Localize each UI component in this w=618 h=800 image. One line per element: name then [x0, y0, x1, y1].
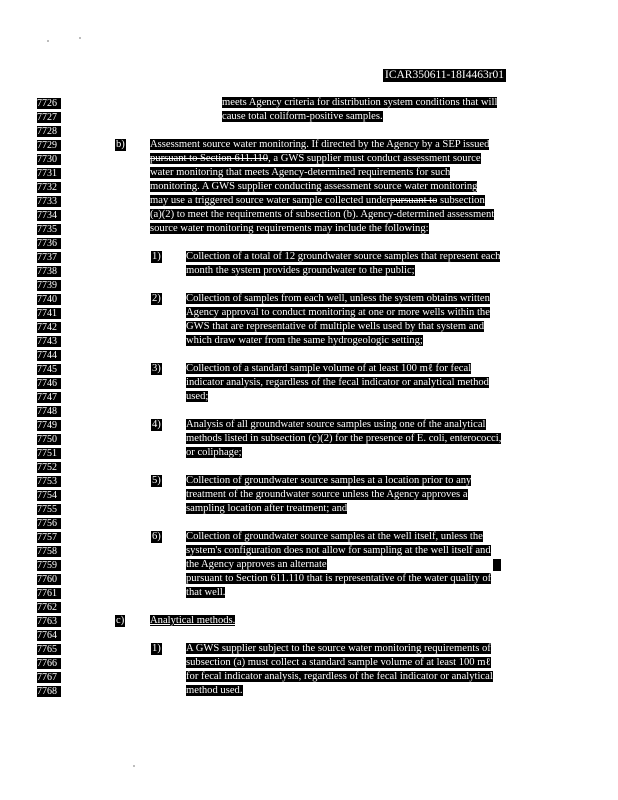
text-line	[186, 643, 491, 655]
text-run: (a)(2) to meet the requirements of subsection (b). Agency-determined assessment	[150, 209, 495, 220]
text-line	[186, 447, 242, 459]
text-line	[150, 139, 489, 151]
text-line	[150, 195, 485, 207]
text-run: Collection of groundwater source samples at the well itself, unless the	[186, 531, 483, 542]
line-number: 7756	[37, 518, 61, 529]
line-number: 7746	[37, 378, 61, 389]
text-run: treatment of the groundwater source unless the Agency approves a	[186, 489, 468, 500]
text-run: monitoring. A GWS supplier conducting assessment source water monitoring	[150, 181, 478, 192]
line-number: 7765	[37, 644, 61, 655]
line-number: 7745	[37, 364, 61, 375]
line-number: 7740	[37, 294, 61, 305]
item-label-b3: 3)	[152, 363, 161, 374]
line-number: 7750	[37, 434, 61, 445]
struck-text: pursuant to Section 611.110	[150, 153, 269, 164]
text-run: sampling location after treatment; and	[186, 503, 348, 514]
line-number: 7742	[37, 322, 61, 333]
line-number: 7734	[37, 210, 61, 221]
text-line	[186, 363, 471, 375]
line-number: 7738	[37, 266, 61, 277]
line-number: 7727	[37, 112, 61, 123]
redaction-gap	[327, 559, 493, 571]
line-number: 7733	[37, 196, 61, 207]
item-label-b1: 1)	[152, 251, 161, 262]
text-line	[186, 293, 490, 305]
text-line	[186, 671, 493, 683]
line-number: 7741	[37, 308, 61, 319]
text-line	[150, 153, 481, 165]
text-line	[186, 573, 491, 585]
text-line	[186, 503, 347, 515]
text-line	[186, 587, 225, 599]
text-line	[150, 167, 450, 179]
text-run: month the system provides groundwater to the public;	[186, 265, 415, 276]
line-number: 7743	[37, 336, 61, 347]
text-line	[186, 685, 243, 697]
line-number: 7761	[37, 588, 61, 599]
line-number: 7726	[37, 98, 61, 109]
line-number: 7758	[37, 546, 61, 557]
text-run: , a GWS supplier must conduct assessment source	[268, 153, 481, 164]
item-label-b6: 6)	[152, 531, 161, 542]
text-run: GWS that are representative of multiple wells used by that system and	[186, 321, 485, 332]
line-number: 7754	[37, 490, 61, 501]
text-line	[150, 223, 429, 235]
item-label-b4: 4)	[152, 419, 161, 430]
line-number: 7759	[37, 560, 61, 571]
text-run: Collection of a standard sample volume of at least 100 mℓ for fecal	[186, 363, 472, 374]
text-run: Collection of samples from each well, unless the system obtains written	[186, 293, 490, 304]
highlight-fragment	[493, 559, 501, 571]
text-line	[186, 489, 468, 501]
text-run: A GWS supplier subject to the source water monitoring requirements of	[186, 643, 491, 654]
line-number: 7762	[37, 602, 61, 613]
text-run: cause total coliform-positive samples.	[222, 111, 383, 122]
item-label-b2: 2)	[152, 293, 161, 304]
line-number: 7737	[37, 252, 61, 263]
text-line	[186, 335, 423, 347]
text-line	[186, 545, 491, 557]
line-number: 7751	[37, 448, 61, 459]
text-line	[150, 615, 235, 627]
line-number: 7749	[37, 420, 61, 431]
line-number: 7747	[37, 392, 61, 403]
text-run: Collection of a total of 12 groundwater source samples that represent each	[186, 251, 501, 262]
text-line	[186, 377, 489, 389]
text-run: Collection of groundwater source samples at a location prior to any	[186, 475, 472, 486]
text-run: system's configuration does not allow for sampling at the well itself and	[186, 545, 491, 556]
line-number: 7755	[37, 504, 61, 515]
text-run: which draw water from the same hydrogeologic setting;	[186, 335, 423, 346]
text-line	[150, 181, 477, 193]
item-label-b5: 5)	[152, 475, 161, 486]
line-number: 7752	[37, 462, 61, 473]
text-line	[186, 251, 500, 263]
line-number: 7730	[37, 154, 61, 165]
line-number: 7764	[37, 630, 61, 641]
line-number: 7736	[37, 238, 61, 249]
text-run: for fecal indicator analysis, regardless of the fecal indicator or analytical	[186, 671, 493, 682]
scan-speck	[79, 37, 81, 39]
text-line	[186, 531, 483, 543]
text-line	[186, 419, 486, 431]
text-line	[186, 391, 208, 403]
scan-speck	[47, 40, 49, 42]
subsection-label-b: b)	[116, 139, 125, 150]
line-number: 7766	[37, 658, 61, 669]
text-line	[150, 209, 494, 221]
line-number: 7735	[37, 224, 61, 235]
line-number: 7731	[37, 168, 61, 179]
text-line	[222, 97, 497, 109]
text-run: indicator analysis, regardless of the fecal indicator or analytical method	[186, 377, 489, 388]
text-run: used;	[186, 391, 209, 402]
item-label-c1: 1)	[152, 643, 161, 654]
line-number: 7729	[37, 140, 61, 151]
text-line	[186, 307, 490, 319]
text-run: methods listed in subsection (c)(2) for the presence of E. coli, enterococci,	[186, 433, 502, 444]
text-line	[186, 265, 415, 277]
text-run: the Agency approves an alternate	[186, 559, 327, 570]
line-number: 7768	[37, 686, 61, 697]
subsection-label-c: c)	[116, 615, 125, 626]
text-run: subsection (a) must collect a standard sample volume of at least 100 mℓ	[186, 657, 491, 668]
struck-text: pursuant to	[390, 195, 438, 206]
text-run: Analysis of all groundwater source samples using one of the analytical	[186, 419, 486, 430]
text-run: pursuant to Section 611.110 that is representative of the water quality of	[186, 573, 492, 584]
text-run: Assessment source water monitoring. If directed by the Agency by a SEP issued	[150, 139, 490, 150]
line-number: 7767	[37, 672, 61, 683]
line-number: 7728	[37, 126, 61, 137]
text-run: water monitoring that meets Agency-determined requirements for such	[150, 167, 451, 178]
text-run: subsection	[437, 195, 485, 206]
text-run: may use a triggered source water sample collected under	[150, 195, 391, 206]
scan-speck	[133, 765, 135, 767]
text-line	[186, 657, 491, 669]
line-number: 7763	[37, 616, 61, 627]
document-id-header: ICAR350611-18I4463r01	[385, 69, 505, 81]
line-number: 7732	[37, 182, 61, 193]
line-number: 7760	[37, 574, 61, 585]
text-line	[186, 559, 501, 571]
text-run: that well.	[186, 587, 226, 598]
text-run: or coliphage;	[186, 447, 242, 458]
line-number: 7739	[37, 280, 61, 291]
line-number: 7753	[37, 476, 61, 487]
text-line	[222, 111, 383, 123]
text-line	[186, 433, 501, 445]
line-number: 7748	[37, 406, 61, 417]
line-number: 7757	[37, 532, 61, 543]
text-run: source water monitoring requirements may include the following:	[150, 223, 429, 234]
text-run: Agency approval to conduct monitoring at one or more wells within the	[186, 307, 490, 318]
text-run: meets Agency criteria for distribution system conditions that will	[222, 97, 498, 108]
section-heading: Analytical methods.	[150, 615, 236, 626]
text-run: method used.	[186, 685, 243, 696]
line-number: 7744	[37, 350, 61, 361]
text-line	[186, 321, 484, 333]
text-line	[186, 475, 471, 487]
